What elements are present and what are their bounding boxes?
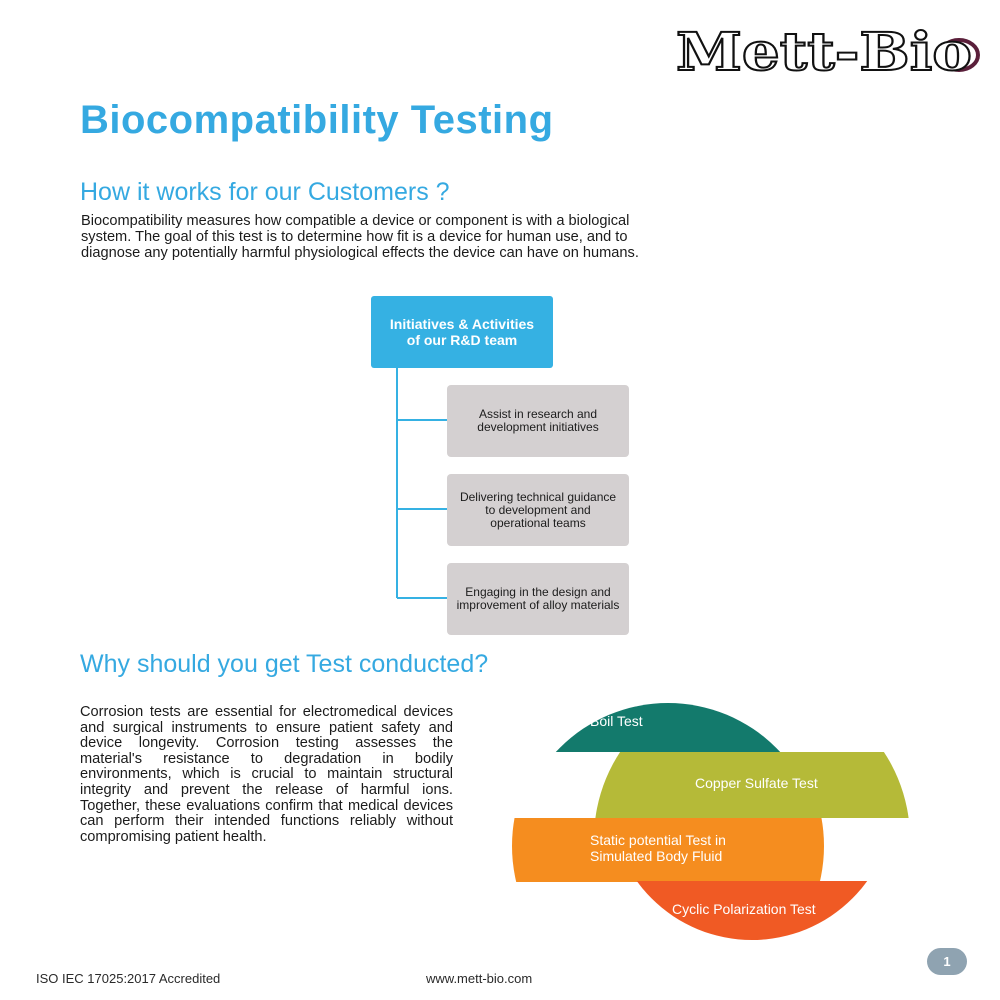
tests-diagram	[490, 690, 930, 950]
mett-bio-logo	[672, 22, 982, 82]
logo-text: Mett-Bio	[676, 22, 972, 82]
page-number-badge: 1	[927, 948, 967, 975]
how-it-works-heading: How it works for our Customers ?	[80, 178, 450, 206]
test-label-copper-sulfate: Copper Sulfate Test	[695, 775, 818, 791]
why-test-heading: Why should you get Test conducted?	[80, 650, 489, 678]
corrosion-paragraph: Corrosion tests are essential for electromedical devices and surgical instruments to ensure patient safety and device longevity. Corrosion testing assesses the material's resistance to degradation in bodily environments, which is crucial to maintain structural integrity and prevent the release of harmful ions. Together, these evaluations confirm that medical devices can perform their intended functions reliably without compromising patient health.	[80, 704, 453, 845]
footer-accreditation: ISO IEC 17025:2017 Accredited	[36, 971, 221, 986]
org-chart-item: Assist in research and development initiatives	[447, 385, 629, 457]
footer-website-link[interactable]: www.mett-bio.com	[426, 971, 533, 986]
test-label-cyclic-polarization: Cyclic Polarization Test	[672, 901, 816, 917]
test-label-static-potential-line2: Simulated Body Fluid	[590, 848, 723, 864]
test-label-boil: Boil Test	[590, 713, 643, 729]
page-title: Biocompatibility Testing	[80, 98, 554, 142]
test-label-static-potential: Static potential Test in	[590, 832, 726, 848]
intro-paragraph: Biocompatibility measures how compatible a device or component is with a biological system. The goal of this test is to determine how fit is a device for human use, and to diagnose any potentially harmful physiological effects the device can have on humans.	[81, 213, 639, 261]
org-chart-item: Delivering technical guidance to development and operational teams	[447, 474, 629, 546]
org-chart-item: Engaging in the design and improvement of alloy materials	[447, 563, 629, 635]
org-chart-root-box: Initiatives & Activities of our R&D team	[371, 296, 553, 368]
